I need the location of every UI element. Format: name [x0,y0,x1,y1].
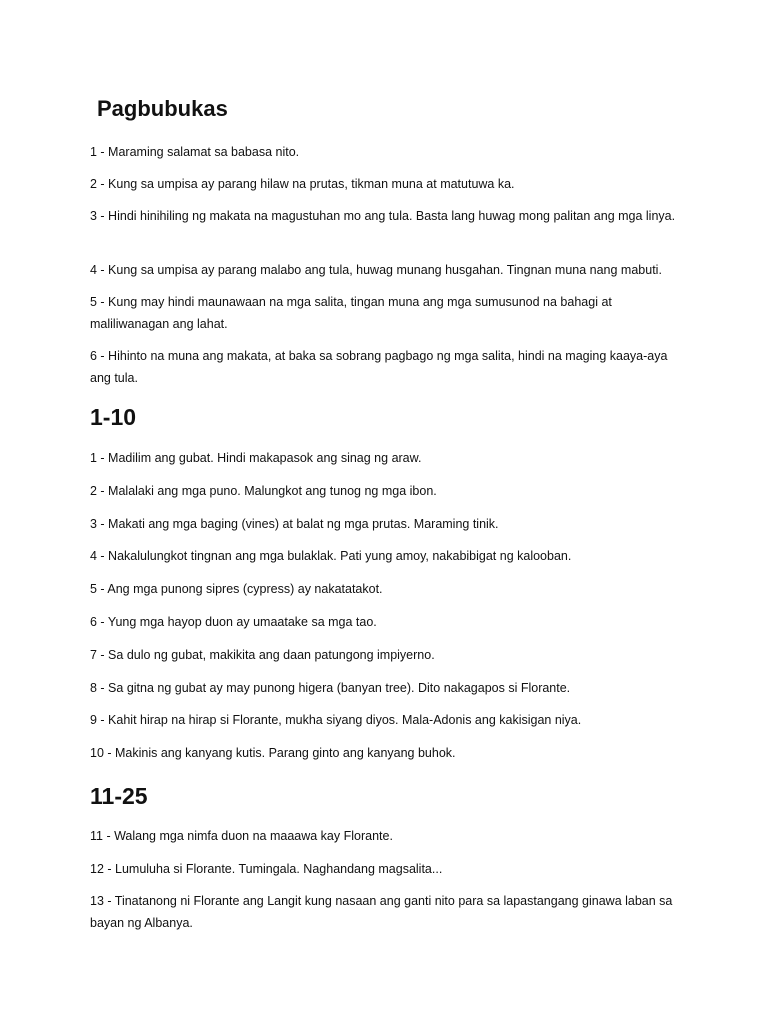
list-item: 6 - Yung mga hayop duon ay umaatake sa mga tao. [90,615,377,629]
list-item: 3 - Makati ang mga baging (vines) at balat ng mga prutas. Maraming tinik. [90,517,499,531]
section-heading-1-10: 1-10 [90,404,137,430]
list-item: 10 - Makinis ang kanyang kutis. Parang ginto ang kanyang buhok. [90,746,456,760]
list-item: 7 - Sa dulo ng gubat, makikita ang daan patungong impiyerno. [90,648,435,662]
list-item: 11 - Walang mga nimfa duon na maaawa kay Florante. [90,829,393,843]
list-item: 12 - Lumuluha si Florante. Tumingala. Naghandang magsalita... [90,862,443,876]
list-item: 2 - Kung sa umpisa ay parang hilaw na prutas, tikman muna at matutuwa ka. [90,177,515,191]
list-item: 4 - Nakalulungkot tingnan ang mga bulaklak. Pati yung amoy, nakabibigat ng kalooban. [90,549,572,563]
list-item: 4 - Kung sa umpisa ay parang malabo ang tula, huwag munang husgahan. Tingnan muna nang mabuti. [90,263,662,277]
list-item: 1 - Madilim ang gubat. Hindi makapasok ang sinag ng araw. [90,451,422,465]
list-item: 9 - Kahit hirap na hirap si Florante, mukha siyang diyos. Mala-Adonis ang kakisigan niya. [90,713,582,727]
list-item: 5 - Ang mga punong sipres (cypress) ay nakatatakot. [90,582,383,596]
list-item: 2 - Malalaki ang mga puno. Malungkot ang tunog ng mga ibon. [90,484,437,498]
section-heading-pagbubukas: Pagbubukas [97,96,228,121]
list-item: 13 - Tinatanong ni Florante ang Langit kung nasaan ang ganti nito para sa lapastangang ginawa laban sa bayan ng Albanya. [90,894,673,930]
list-item: 3 - Hindi hinihiling ng makata na magustuhan mo ang tula. Basta lang huwag mong palitan ang mga linya. [90,209,676,223]
list-item: 5 - Kung may hindi maunawaan na mga salita, tingan muna ang mga sumusunod na bahagi at maliliwanagan ang lahat. [90,295,612,331]
list-item: 6 - Hihinto na muna ang makata, at baka sa sobrang pagbago ng mga salita, hindi na maging kaaya-aya ang tula. [90,349,668,385]
list-item: 1 - Maraming salamat sa babasa nito. [90,145,300,159]
list-item: 8 - Sa gitna ng gubat ay may punong higera (banyan tree). Dito nakagapos si Florante. [90,681,571,695]
section-heading-11-25: 11-25 [90,783,148,809]
